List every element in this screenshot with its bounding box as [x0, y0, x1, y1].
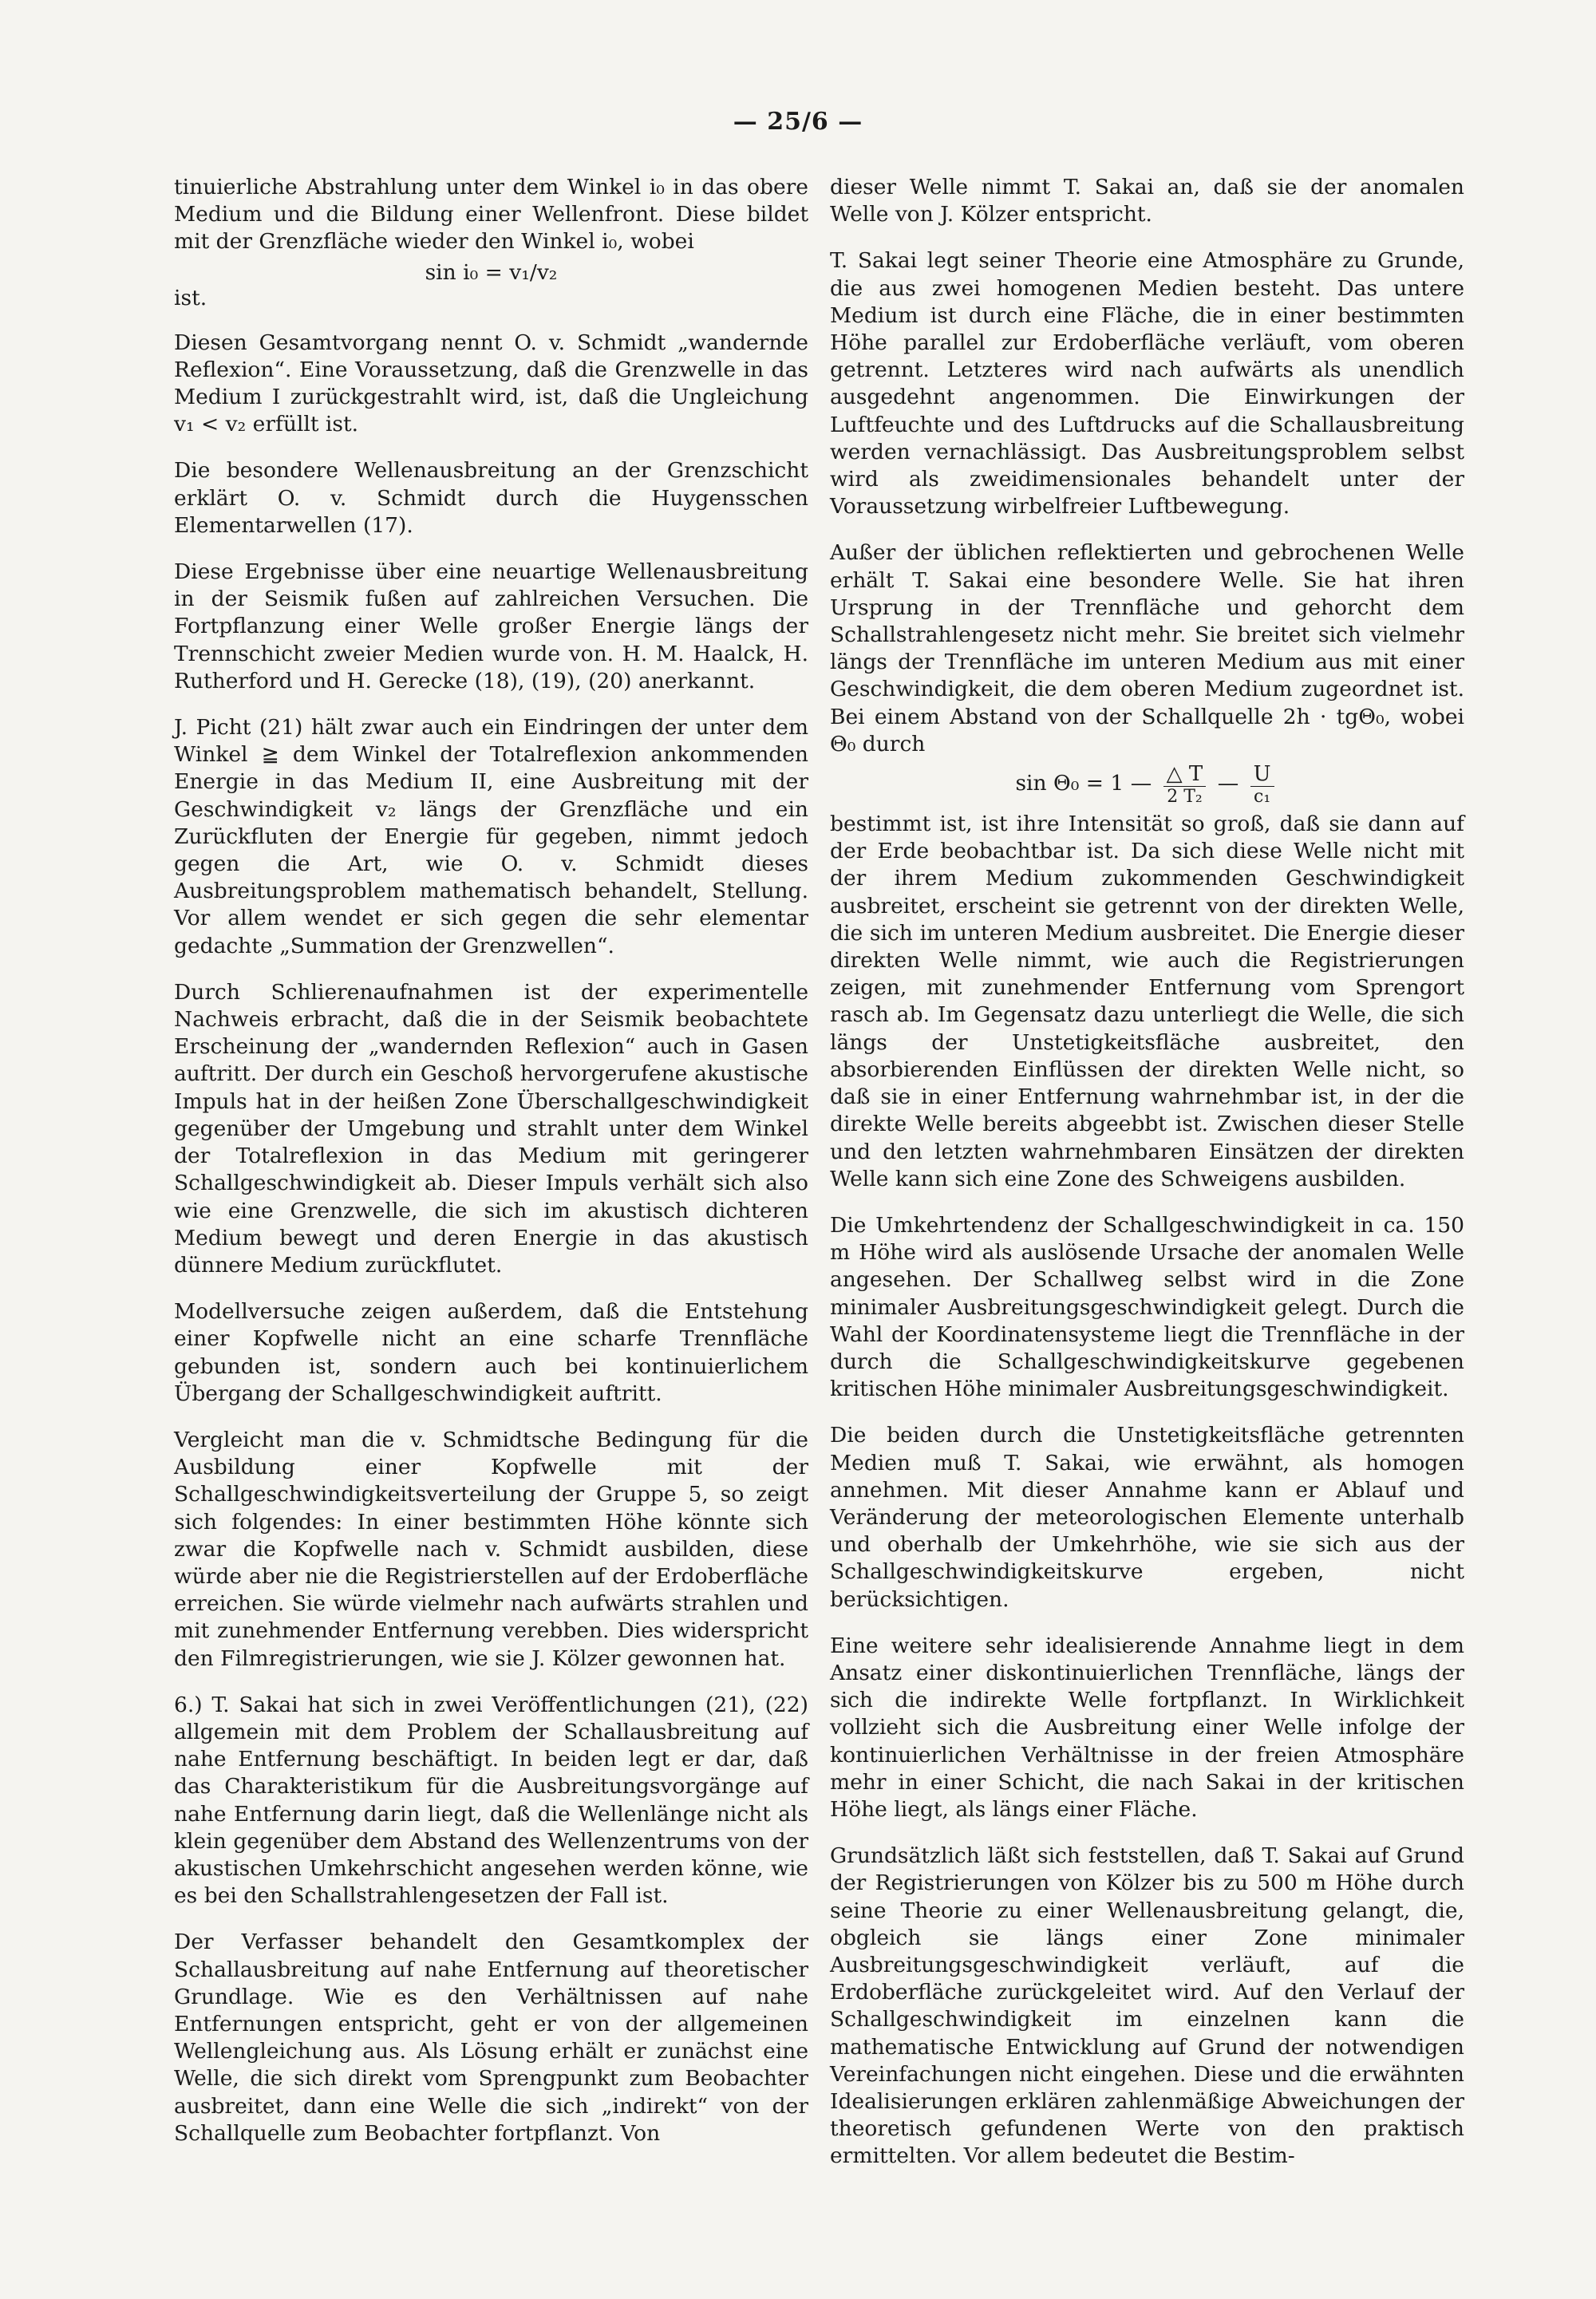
fraction-numerator: U [1250, 762, 1274, 787]
paragraph: 6.) T. Sakai hat sich in zwei Veröffentlichungen (21), (22) allgemein mit dem Problem der Schallausbreitung auf nahe Entfernung beschäftigt. In beiden legt er dar, daß das Charakteristikum für die Ausbreitungsvorgänge auf nahe Entfernung darin liegt, daß die Wellenlänge nicht als klein gegenüber dem Abstand des Wellenzentrums von der akustischen Umkehrschicht angesehen werden könne, wie es bei den Schallstrahlengesetzen der Fall ist. [174, 1692, 808, 1909]
left-column [174, 174, 808, 2167]
paragraph: Modellversuche zeigen außerdem, daß die Entstehung einer Kopfwelle nicht an eine scharfe Trennfläche gebunden ist, sondern auch bei kontinuierlichem Übergang der Schallgeschwindigkeit auftritt. [174, 1299, 808, 1406]
fraction-u-c1 [1250, 762, 1274, 808]
fraction-delta-t [1163, 762, 1207, 808]
fraction-denominator: 2 T₂ [1167, 786, 1203, 807]
paragraph: tinuierliche Abstrahlung unter dem Winkel i₀ in das obere Medium und die Bildung einer Wellenfront. Diese bildet mit der Grenzfläche wieder den Winkel i₀, wobei [174, 175, 808, 255]
fraction-numerator: △ T [1163, 762, 1207, 787]
paragraph: J. Picht (21) hält zwar auch ein Eindringen der unter dem Winkel ≧ dem Winkel der Totalreflexion ankommenden Energie in das Medium II, eine Ausbreitung mit der Geschwindigkeit v₂ längs der Grenzfläche und ein Zurückfluten der Energie für gegeben, nimmt jedoch gegen die Art, wie O. v. Schmidt dieses Ausbreitungsproblem mathematisch behandelt, Stellung. Vor allem wendet er sich gegen die sehr elementar gedachte „Summation der Grenzwellen“. [174, 715, 808, 958]
formula-sin-theta0 [830, 760, 1464, 808]
formula-label: ist. [174, 285, 207, 310]
formula-lhs: sin Θ₀ = 1 — [1015, 771, 1152, 796]
paragraph: Der Verfasser behandelt den Gesamtkomplex der Schallausbreitung auf nahe Entfernung auf theoretischer Grundlage. Wie es den Verhältnissen auf nahe Entfernungen entspricht, geht er von der allgemeinen Wellengleichung aus. Als Lösung erhält er zunächst eine Welle, die sich direkt vom Sprengpunkt zum Beobachter ausbreitet, dann eine Welle die sich „indirekt“ von der Schallquelle zum Beobachter fortpflanzt. Von [174, 1930, 808, 2146]
formula-sin-i0: sin i₀ = v₁/v₂ [425, 259, 558, 285]
paragraph: Die beiden durch die Unstetigkeitsfläche getrennten Medien muß T. Sakai, wie erwähnt, als homogen annehmen. Mit dieser Annahme kann er Ablauf und Veränderung der meteorologischen Elemente unterhalb und oberhalb der Umkehrhöhe, wie sie sich aus der Schallgeschwindigkeitskurve ergeben, nicht berücksichtigen. [830, 1423, 1464, 1612]
fraction-denominator: c₁ [1254, 786, 1271, 807]
paragraph: Eine weitere sehr idealisierende Annahme liegt in dem Ansatz einer diskontinuierlichen Trennfläche, längs der sich die indirekte Welle fortpflanzt. In Wirklichkeit vollzieht sich die Ausbreitung einer Welle infolge der kontinuierlichen Verhältnisse in der freien Atmosphäre mehr in einer Schicht, die nach Sakai in der kritischen Höhe liegt, als längs einer Fläche. [830, 1633, 1464, 1822]
paragraph: Diese Ergebnisse über eine neuartige Wellenausbreitung in der Seismik fußen auf zahlreichen Versuchen. Die Fortpflanzung einer Welle großer Energie längs der Trennschicht zweier Medien wurde von. H. M. Haalck, H. Rutherford und H. Gerecke (18), (19), (20) anerkannt. [174, 559, 808, 693]
paragraph: Die Umkehrtendenz der Schallgeschwindigkeit in ca. 150 m Höhe wird als auslösende Ursache der anomalen Welle angesehen. Der Schallweg selbst wird in die Zone minimaler Ausbreitungsgeschwindigkeit gelegt. Durch die Wahl der Koordinatensysteme liegt die Trennfläche in der durch die Schallgeschwindigkeitskurve gegebenen kritischen Höhe minimaler Ausbreitungsgeschwindigkeit. [830, 1212, 1464, 1402]
right-column [830, 174, 1464, 2190]
paragraph: Vergleicht man die v. Schmidtsche Bedingung für die Ausbildung einer Kopfwelle mit der Schallgeschwindigkeitsverteilung der Gruppe 5, so zeigt sich folgendes: In einer bestimmten Höhe könnte sich zwar die Kopfwelle nach v. Schmidt ausbilden, diese würde aber nie die Registrierstellen auf der Erdoberfläche erreichen. Sie würde vielmehr nach aufwärts strahlen und mit zunehmender Entfernung verebben. Dies widerspricht den Filmregistrierungen, wie sie J. Kölzer gewonnen hat. [174, 1427, 808, 1671]
paragraph: Grundsätzlich läßt sich feststellen, daß T. Sakai auf Grund der Registrierungen von Kölzer bis zu 500 m Höhe durch seine Theorie zu einer Wellenausbreitung gelangt, die, obgleich sie längs einer Zone minimaler Ausbreitungsgeschwindigkeit verläuft, auf die Erdoberfläche zurückgeleitet wird. Auf den Verlauf der Schallgeschwindigkeit im einzelnen kann die mathematische Entwicklung auf Grund der notwendigen Vereinfachungen nicht eingehen. Diese und die erwähnten Idealisierungen erklären zahlenmäßige Abweichungen der theoretisch gefundenen Werte von den praktisch ermittelten. Vor allem bedeutet die Bestim- [830, 1843, 1464, 2169]
paragraph: Durch Schlierenaufnahmen ist der experimentelle Nachweis erbracht, daß die in der Seismik beobachtete Erscheinung der „wandernden Reflexion“ auch in Gasen auftritt. Der durch ein Geschoß hervorgerufene akustische Impuls hat in der heißen Zone Überschallgeschwindigkeit gegenüber der Umgebung und strahlt unter dem Winkel der Totalreflexion in das Medium mit geringerer Schallgeschwindigkeit ab. Dieser Impuls verhält sich also wie eine Grenzwelle, die sich im akustisch dichteren Medium bewegt und deren Energie in das akustisch dünnere Medium zurückflutet. [174, 979, 808, 1278]
paragraph: Diesen Gesamtvorgang nennt O. v. Schmidt „wandernde Reflexion“. Eine Voraussetzung, daß die Grenzwelle in das Medium I zurückgestrahlt wird, ist, daß die Ungleichung v₁ < v₂ erfüllt ist. [174, 330, 808, 437]
paragraph: dieser Welle nimmt T. Sakai an, daß sie der anomalen Welle von J. Kölzer entspricht. [830, 175, 1464, 227]
paragraph: bestimmt ist, ist ihre Intensität so groß, daß sie dann auf der Erde beobachtbar ist. Da sich diese Welle nicht mit der ihrem Medium zukommenden Geschwindigkeit ausbreitet, erscheint sie getrennt von der direkten Welle, die sich im unteren Medium ausbreitet. Die Energie dieser direkten Welle nimmt, wie auch die Registrierungen zeigen, mit zunehmender Entfernung vom Sprengort rasch ab. Im Gegensatz dazu unterliegt die Welle, die sich längs der Unstetigkeitsfläche ausbreitet, den absorbierenden Einflüssen der direkten Welle nicht, so daß sie in einer Entfernung wahrnehmbar ist, in der die direkte Welle bereits abgeebbt ist. Zwischen dieser Stelle und den letzten wahrnehmbaren Einsätzen der direkten Welle kann sich eine Zone des Schweigens ausbilden. [830, 812, 1464, 1191]
formula-minus: — [1217, 771, 1239, 796]
paragraph: Außer der üblichen reflektierten und gebrochenen Welle erhält T. Sakai eine besondere Welle. Sie hat ihren Ursprung in der Trennfläche und gehorcht dem Schallstrahlengesetz nicht mehr. Sie breitet sich vielmehr längs der Trennfläche im unteren Medium aus mit einer Geschwindigkeit, die dem oberen Medium zugeordnet ist. Bei einem Abstand von der Schallquelle 2h · tgΘ₀, wobei Θ₀ durch [830, 540, 1464, 756]
paragraph: T. Sakai legt seiner Theorie eine Atmosphäre zu Grunde, die aus zwei homogenen Medien besteht. Das untere Medium ist durch eine Fläche, die in einer bestimmten Höhe parallel zur Erdoberfläche verläuft, vom oberen getrennt. Letzteres wird nach aufwärts als unendlich ausgedehnt angenommen. Die Einwirkungen der Luftfeuchte und des Luftdrucks auf die Schallausbreitung werden vernachlässigt. Das Ausbreitungsproblem selbst wird als zweidimensionales behandelt unter der Voraussetzung wirbelfreier Luftbewegung. [830, 248, 1464, 519]
page-number: — 25/6 — [733, 108, 863, 136]
paragraph: Die besondere Wellenausbreitung an der Grenzschicht erklärt O. v. Schmidt durch die Huygensschen Elementarwellen (17). [174, 458, 808, 538]
